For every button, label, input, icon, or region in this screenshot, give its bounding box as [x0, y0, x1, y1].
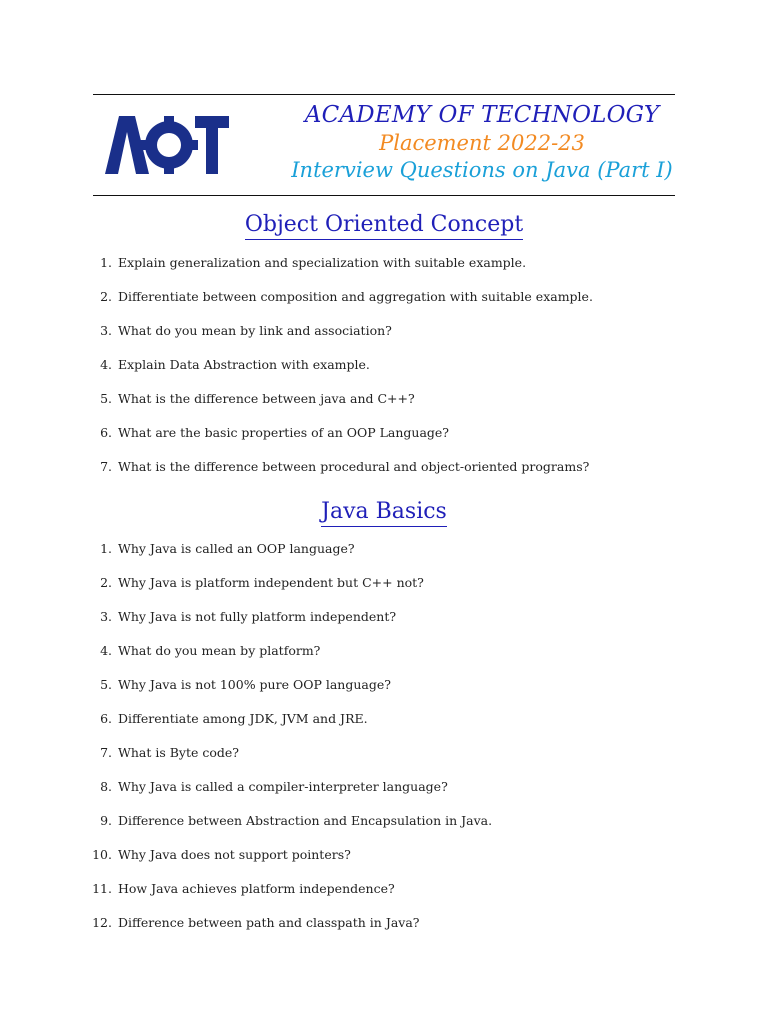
question-text: Explain Data Abstraction with example. — [118, 357, 370, 372]
list-item — [86, 746, 706, 780]
question-number: 1. — [100, 541, 112, 556]
question-list-oop — [86, 256, 706, 494]
question-list-java — [86, 542, 706, 950]
question-text: What is the difference between procedural and object-oriented programs? — [118, 459, 590, 474]
question-number: 6. — [100, 711, 112, 726]
question-number: 3. — [100, 609, 112, 624]
list-item — [86, 712, 706, 746]
list-item — [86, 426, 706, 460]
question-text: Difference between path and classpath in Java? — [118, 915, 420, 930]
aot-logo-icon — [105, 116, 229, 174]
question-number: 7. — [100, 745, 112, 760]
question-text: Why Java does not support pointers? — [118, 847, 351, 862]
question-text: Why Java is not 100% pure OOP language? — [118, 677, 391, 692]
placement-title: Placement 2022-23 — [379, 131, 585, 155]
section-title-text: Object Oriented Concept — [245, 212, 523, 240]
question-text: How Java achieves platform independence? — [118, 881, 395, 896]
list-item — [86, 916, 706, 950]
question-text: Why Java is platform independent but C++ not? — [118, 575, 424, 590]
question-text: Explain generalization and specialization with suitable example. — [118, 255, 527, 270]
question-text: Why Java is called an OOP language? — [118, 541, 355, 556]
list-item — [86, 848, 706, 882]
question-text: Why Java is called a compiler-interpreter language? — [118, 779, 448, 794]
question-text: What are the basic properties of an OOP Language? — [118, 425, 450, 440]
question-number: 3. — [100, 323, 112, 338]
question-text: What is Byte code? — [118, 745, 240, 760]
header-bottom-rule — [93, 195, 675, 196]
list-item — [86, 644, 706, 678]
list-item — [86, 576, 706, 610]
org-name: ACADEMY OF TECHNOLOGY — [304, 102, 660, 128]
question-text: What do you mean by platform? — [118, 643, 321, 658]
question-number: 7. — [100, 459, 112, 474]
list-item — [86, 542, 706, 576]
header-titles — [262, 100, 702, 184]
list-item — [86, 814, 706, 848]
list-item — [86, 256, 706, 290]
list-item — [86, 324, 706, 358]
question-number: 2. — [100, 289, 112, 304]
list-item — [86, 290, 706, 324]
question-number: 10. — [92, 847, 112, 862]
section-title-java — [0, 499, 768, 527]
question-text: Difference between Abstraction and Encapsulation in Java. — [118, 813, 493, 828]
list-item — [86, 678, 706, 712]
list-item — [86, 460, 706, 494]
question-number: 8. — [100, 779, 112, 794]
list-item — [86, 780, 706, 814]
section-title-oop — [0, 212, 768, 240]
question-number: 2. — [100, 575, 112, 590]
question-number: 5. — [100, 677, 112, 692]
question-text: What is the difference between java and C++? — [118, 391, 415, 406]
question-number: 4. — [100, 643, 112, 658]
question-number: 5. — [100, 391, 112, 406]
list-item — [86, 358, 706, 392]
question-number: 9. — [100, 813, 112, 828]
question-text: Differentiate between composition and aggregation with suitable example. — [118, 289, 593, 304]
document-subtitle: Interview Questions on Java (Part I) — [291, 158, 673, 182]
question-number: 11. — [92, 881, 112, 896]
list-item — [86, 610, 706, 644]
section-title-text: Java Basics — [321, 499, 447, 527]
question-text: Differentiate among JDK, JVM and JRE. — [118, 711, 368, 726]
list-item — [86, 392, 706, 426]
list-item — [86, 882, 706, 916]
question-number: 4. — [100, 357, 112, 372]
question-text: Why Java is not fully platform independent? — [118, 609, 397, 624]
question-number: 1. — [100, 255, 112, 270]
question-text: What do you mean by link and association? — [118, 323, 392, 338]
question-number: 6. — [100, 425, 112, 440]
header-top-rule — [93, 94, 675, 95]
question-number: 12. — [92, 915, 112, 930]
